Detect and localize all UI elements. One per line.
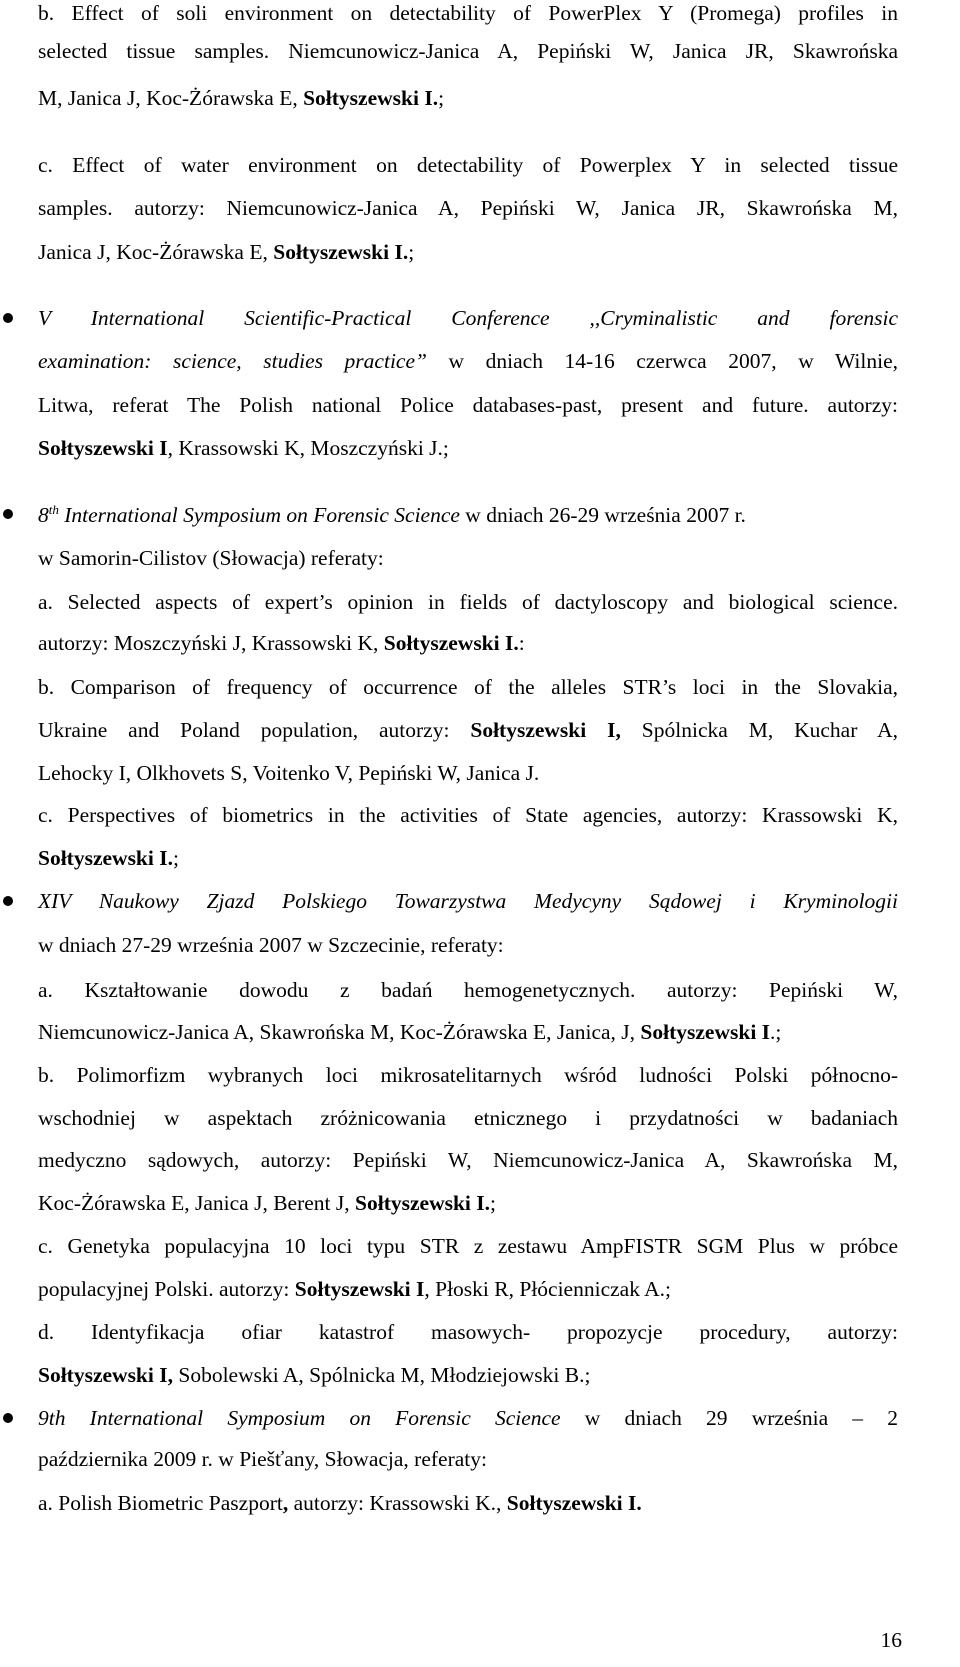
conference-title: 8th International Symposium on Forensic Science w dniach 26-29 września 2007 r. xyxy=(38,501,746,527)
text-line: b. Comparison of frequency of occurrence of the alleles STR’s loci in the Slovakia, xyxy=(38,675,898,699)
text-line: b. Effect of soli environment on detectability of PowerPlex Y (Promega) profiles in xyxy=(38,1,898,25)
text-line: c. Perspectives of biometrics in the activities of State agencies, autorzy: Krassowski K, xyxy=(38,803,898,827)
text-line: Niemcunowicz-Janica A, Skawrońska M, Koc-Żórawska E, Janica, J, Sołtyszewski I.; xyxy=(38,1020,782,1044)
author-highlight: Sołtyszewski I. xyxy=(355,1191,491,1215)
text-line: w Samorin-Cilistov (Słowacja) referaty: xyxy=(38,546,384,570)
text-line: października 2009 r. w Piešťany, Słowacja, referaty: xyxy=(38,1447,487,1471)
text-line: Ukraine and Poland population, autorzy: Sołtyszewski I, Spólnicka M, Kuchar A, xyxy=(38,718,899,742)
author-highlight: Sołtyszewski I. xyxy=(383,631,519,655)
bullet-icon xyxy=(3,1413,13,1423)
text-line: selected tissue samples. Niemcunowicz-Janica A, Pepiński W, Janica JR, Skawrońska xyxy=(38,39,898,63)
author-highlight: Sołtyszewski I. xyxy=(273,240,409,264)
text-line: populacyjnej Polski. autorzy: Sołtyszewski I, Płoski R, Płócienniczak A.; xyxy=(38,1277,672,1301)
text-line: samples. autorzy: Niemcunowicz-Janica A, Pepiński W, Janica JR, Skawrońska M, xyxy=(38,196,898,220)
bullet-icon xyxy=(3,509,13,519)
text-line: c. Effect of water environment on detectability of Powerplex Y in selected tissue xyxy=(38,153,898,177)
conference-title: 9th International Symposium on Forensic Science w dniach 29 września – 2 xyxy=(38,1406,898,1430)
author-highlight: Sołtyszewski I, xyxy=(470,718,621,742)
page-number: 16 xyxy=(880,1628,902,1652)
text-line: a. Selected aspects of expert’s opinion in fields of dactyloscopy and biological science. xyxy=(38,590,898,614)
author-highlight: Sołtyszewski I. xyxy=(303,86,439,110)
author-highlight: Sołtyszewski I xyxy=(38,436,168,460)
text-line: Litwa, referat The Polish national Police databases-past, present and future. autorzy: xyxy=(38,393,898,417)
text-line: Sołtyszewski I.; xyxy=(38,846,179,870)
text-line: a. Kształtowanie dowodu z badań hemogenetycznych. autorzy: Pepiński W, xyxy=(38,978,898,1002)
text-line: b. Polimorfizm wybranych loci mikrosatelitarnych wśród ludności Polski północno- xyxy=(38,1063,898,1087)
text-line: autorzy: Moszczyński J, Krassowski K, Sołtyszewski I.: xyxy=(38,631,525,655)
text-line: Lehocky I, Olkhovets S, Voitenko V, Pepiński W, Janica J. xyxy=(38,761,540,785)
author-highlight: Sołtyszewski I xyxy=(640,1020,771,1044)
author-highlight: Sołtyszewski I xyxy=(294,1277,425,1301)
text-line: medyczno sądowych, autorzy: Pepiński W, Niemcunowicz-Janica A, Skawrońska M, xyxy=(38,1148,898,1172)
conference-title: V International Scientific-Practical Conference ,,Cryminalistic and forensic xyxy=(38,306,898,330)
text-line: c. Genetyka populacyjna 10 loci typu STR z zestawu AmpFISTR SGM Plus w próbce xyxy=(38,1234,898,1258)
conference-title: XIV Naukowy Zjazd Polskiego Towarzystwa Medycyny Sądowej i Kryminologii xyxy=(38,889,898,913)
bullet-icon xyxy=(3,313,13,323)
text-line: Sołtyszewski I, Sobolewski A, Spólnicka M, Młodziejowski B.; xyxy=(38,1363,591,1387)
text-line: M, Janica J, Koc-Żórawska E, Sołtyszewski I.; xyxy=(38,86,445,110)
text-line: wschodniej w aspektach zróżnicowania etnicznego i przydatności w badaniach xyxy=(38,1106,898,1130)
author-highlight: Sołtyszewski I. xyxy=(506,1491,642,1515)
text-line: examination: science, studies practice” w dniach 14-16 czerwca 2007, w Wilnie, xyxy=(38,349,898,373)
text-line: d. Identyfikacja ofiar katastrof masowych- propozycje procedury, autorzy: xyxy=(38,1320,898,1344)
text-line: Koc-Żórawska E, Janica J, Berent J, Sołtyszewski I.; xyxy=(38,1191,496,1215)
text-line: Janica J, Koc-Żórawska E, Sołtyszewski I.; xyxy=(38,240,415,264)
bullet-icon xyxy=(3,896,13,906)
text-line: w dniach 27-29 września 2007 w Szczecinie, referaty: xyxy=(38,933,504,957)
text-line: a. Polish Biometric Paszport, autorzy: Krassowski K., Sołtyszewski I. xyxy=(38,1491,642,1515)
author-highlight: Sołtyszewski I. xyxy=(38,846,173,870)
author-highlight: Sołtyszewski I, xyxy=(38,1363,173,1387)
text-line: Sołtyszewski I, Krassowski K, Moszczyński J.; xyxy=(38,436,449,460)
